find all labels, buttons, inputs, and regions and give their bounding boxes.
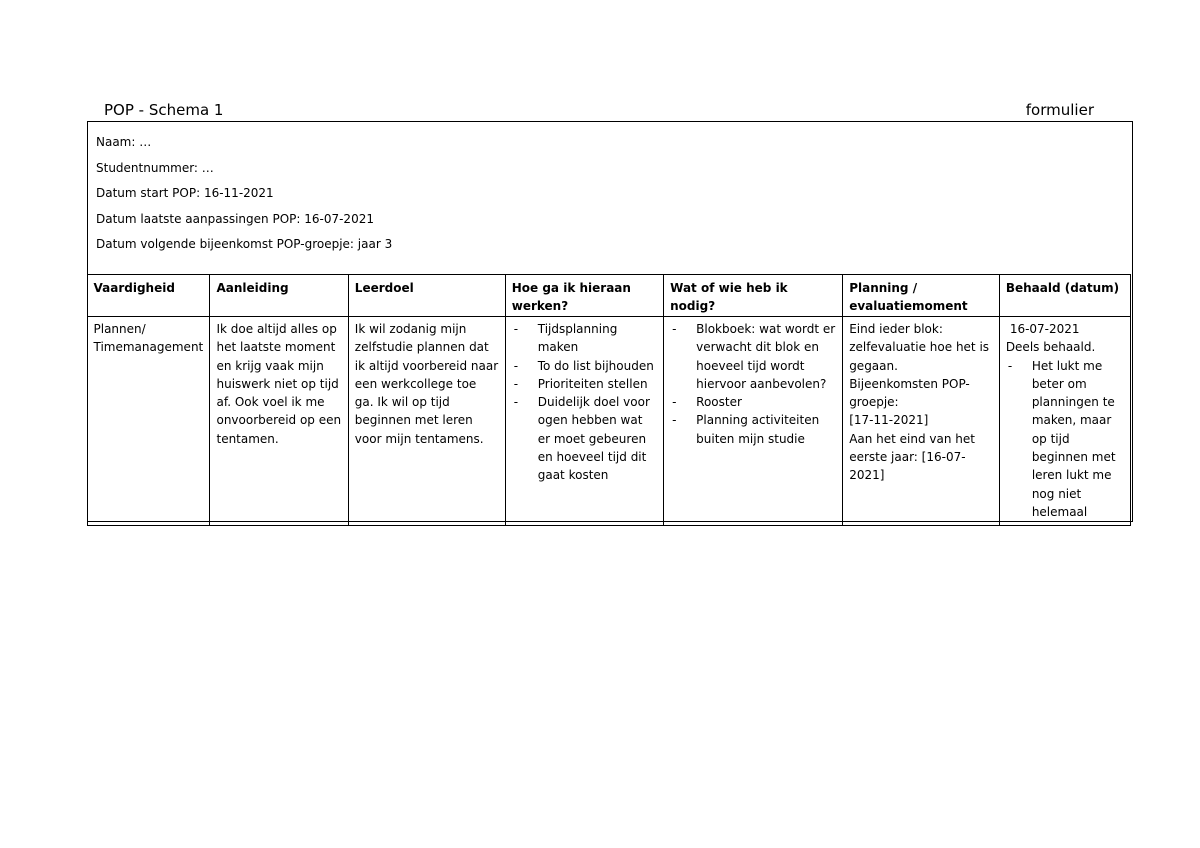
- info-last-update: Datum laatste aanpassingen POP: 16-07-2021: [96, 211, 374, 226]
- info-student-number: Studentnummer: …: [96, 160, 214, 175]
- list-item: - Prioriteiten stellen: [512, 375, 657, 393]
- behaald-status: Deels behaald.: [1005, 340, 1096, 355]
- cell-hoe: [505, 317, 663, 526]
- document-title: POP - Schema 1: [104, 101, 224, 119]
- column-header: Hoe ga ik hieraan werken?: [505, 275, 663, 317]
- planning-line: [17-11-2021]: [849, 413, 929, 428]
- column-header: Wat of wie heb ik nodig?: [664, 275, 843, 317]
- column-header: Behaald (datum): [999, 275, 1130, 317]
- wat-list: [670, 320, 836, 448]
- pop-table: [87, 274, 1131, 526]
- info-next-meeting: Datum volgende bijeenkomst POP-groepje: jaar 3: [96, 237, 393, 251]
- cell-aanleiding: Ik doe altijd alles op het laatste moment en krijg vaak mijn huiswerk niet op tijd af. Ook voel ik me onvoorbereid op een tentamen.: [210, 317, 348, 526]
- column-header: Leerdoel: [348, 275, 505, 317]
- planning-line: Aan het eind van het eerste jaar: [16-07-2021]: [849, 431, 975, 483]
- list-item: - To do list bijhouden: [512, 357, 657, 375]
- list-item: - Duidelijk doel voor ogen hebben wat er moet gebeuren en hoeveel tijd dit gaat kosten: [512, 393, 657, 484]
- table-row: [87, 317, 1130, 526]
- list-item: - Tijdsplanning maken: [512, 320, 657, 357]
- page-header: [104, 101, 1094, 121]
- behaald-date: 16-07-2021: [1009, 322, 1080, 336]
- behaald-list: [1006, 357, 1124, 522]
- cell-leerdoel: Ik wil zodanig mijn zelfstudie plannen dat ik altijd voorbereid naar een werkcollege toe ga. Ik wil op tijd beginnen met leren voor mijn tentamens.: [348, 317, 505, 526]
- cell-planning: [843, 317, 1000, 526]
- column-header: Planning / evaluatiemoment: [843, 275, 1000, 317]
- hoe-list: [512, 320, 657, 485]
- pop-form: [87, 121, 1133, 522]
- list-item: - Blokboek: wat wordt er verwacht dit blok en hoeveel tijd wordt hiervoor aanbevolen?: [670, 320, 836, 393]
- cell-wat: [664, 317, 843, 526]
- planning-line: Bijeenkomsten POP-groepje:: [849, 376, 970, 410]
- cell-vaardigheid: Plannen/ Timemanagement: [87, 317, 210, 526]
- column-header: Aanleiding: [210, 275, 348, 317]
- info-name: Naam: …: [96, 135, 152, 149]
- info-start-date: Datum start POP: 16-11-2021: [96, 186, 274, 200]
- list-item: - Het lukt me beter om planningen te maken, maar op tijd beginnen met leren lukt me nog niet helemaal: [1006, 357, 1124, 522]
- student-info: [96, 130, 392, 258]
- column-header: Vaardigheid: [87, 275, 210, 317]
- planning-line: Eind ieder blok: zelfevaluatie hoe het is gegaan.: [849, 322, 990, 373]
- cell-behaald: [999, 317, 1130, 526]
- list-item: - Planning activiteiten buiten mijn studie: [670, 411, 836, 448]
- document-type-label: formulier: [1025, 101, 1094, 119]
- table-header-row: [87, 275, 1130, 317]
- list-item: - Rooster: [670, 393, 836, 411]
